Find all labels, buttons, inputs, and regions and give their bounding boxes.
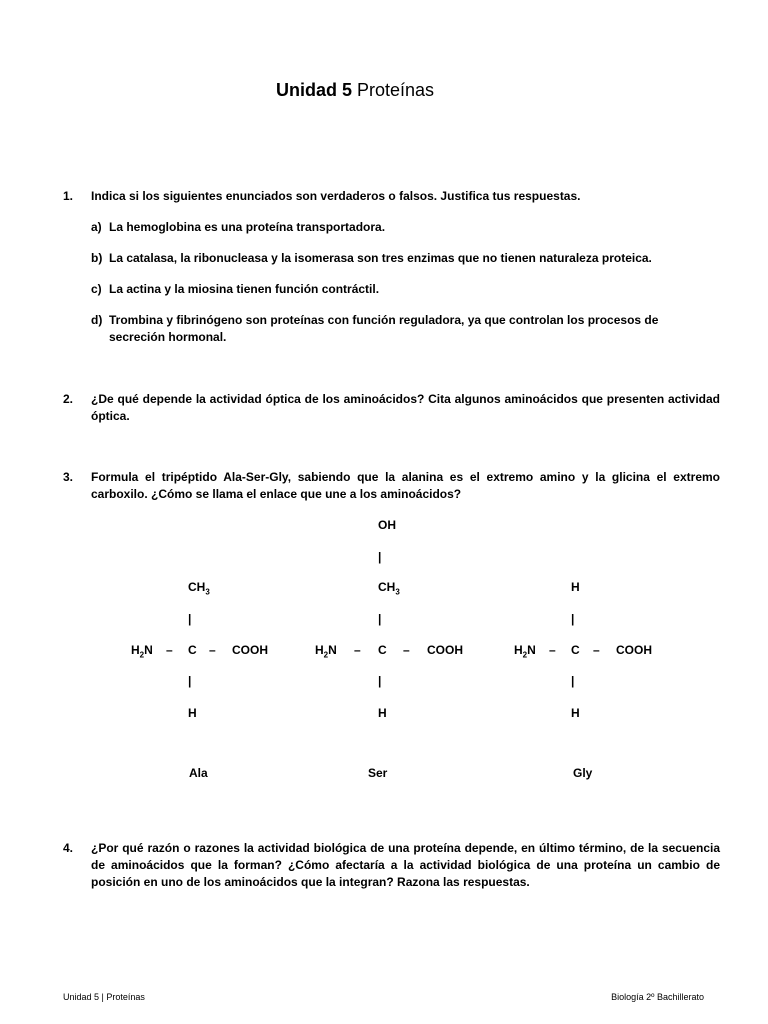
item-letter: c) <box>91 282 102 296</box>
q1-item-d <box>91 312 671 346</box>
question-3 <box>63 469 720 503</box>
item-text: La actina y la miosina tienen función contráctil. <box>109 282 380 296</box>
question-number: 4. <box>63 841 74 855</box>
question-text: ¿Por qué razón o razones la actividad biológica de una proteína depende, en último término, de la secuencia de aminoácidos que la forman? ¿Cómo afectaría a la actividad biológica de una proteína un cambio de posición en uno de los aminoácidos que la integran? Razona las respuestas. <box>91 841 720 889</box>
gly-bond-top: | <box>571 612 575 626</box>
ser-hydrogen: H <box>378 706 387 720</box>
gly-hydrogen-bottom: H <box>571 706 580 720</box>
ser-carboxyl: COOH <box>427 643 463 657</box>
item-text: Trombina y fibrinógeno son proteínas con función reguladora, ya que controlan los procesos de secreción hormonal. <box>109 313 659 344</box>
gly-dash-right: – <box>593 643 600 657</box>
gly-carboxyl: COOH <box>616 643 652 657</box>
ala-carboxyl: COOH <box>232 643 268 657</box>
ala-alpha-carbon: C <box>188 643 197 657</box>
ala-hydrogen: H <box>188 706 197 720</box>
item-text: La hemoglobina es una proteína transportadora. <box>109 220 386 234</box>
question-text: ¿De qué depende la actividad óptica de los aminoácidos? Cita algunos aminoácidos que presenten actividad óptica. <box>91 392 720 423</box>
ala-dash-left: – <box>166 643 173 657</box>
q1-item-c <box>91 281 711 298</box>
item-letter: d) <box>91 313 103 327</box>
ser-label: Ser <box>368 766 388 780</box>
question-number: 1. <box>63 189 74 203</box>
gly-hydrogen-top: H <box>571 580 580 594</box>
ser-dash-right: – <box>403 643 410 657</box>
question-1 <box>63 188 720 205</box>
ser-bond-oh: | <box>378 550 382 564</box>
ala-bond-top: | <box>188 612 192 626</box>
item-text: La catalasa, la ribonucleasa y la isomerasa son tres enzimas que no tienen naturaleza proteica. <box>109 251 652 265</box>
question-2 <box>63 391 720 425</box>
footer-left: Unidad 5 | Proteínas <box>63 992 145 1002</box>
ala-label: Ala <box>189 766 208 780</box>
gly-dash-left: – <box>549 643 556 657</box>
title-topic: Proteínas <box>352 80 435 100</box>
ala-dash-right: – <box>209 643 216 657</box>
q1-item-a <box>91 219 711 236</box>
gly-bond-bottom: | <box>571 674 575 688</box>
question-text: Indica si los siguientes enunciados son verdaderos o falsos. Justifica tus respuestas. <box>91 189 581 203</box>
footer-right: Biología 2º Bachillerato <box>611 992 704 1002</box>
question-number: 3. <box>63 470 74 484</box>
gly-label: Gly <box>573 766 593 780</box>
ala-bond-bottom: | <box>188 674 192 688</box>
item-letter: b) <box>91 251 103 265</box>
ser-amino-group: $H_2N$ <box>315 643 337 660</box>
page-title <box>276 80 434 101</box>
gly-amino-group: $H_2N$ <box>514 643 536 660</box>
ser-hydroxyl: OH <box>378 518 396 532</box>
ala-side-chain: $CH_3$ <box>188 580 210 597</box>
ser-alpha-carbon: C <box>378 643 387 657</box>
gly-alpha-carbon: C <box>571 643 580 657</box>
ser-side-chain: $CH_3$ <box>378 580 400 597</box>
ser-bond-top: | <box>378 612 382 626</box>
ser-bond-bottom: | <box>378 674 382 688</box>
title-unit: Unidad 5 <box>276 80 353 100</box>
ala-amino-group: $H_2N$ <box>131 643 153 660</box>
ser-dash-left: – <box>354 643 361 657</box>
question-number: 2. <box>63 392 74 406</box>
item-letter: a) <box>91 220 102 234</box>
q1-item-b <box>91 250 711 267</box>
question-4 <box>63 840 720 891</box>
question-text: Formula el tripéptido Ala-Ser-Gly, sabiendo que la alanina es el extremo amino y la glicina el extremo carboxilo. ¿Cómo se llama el enlace que une a los aminoácidos? <box>91 470 720 501</box>
